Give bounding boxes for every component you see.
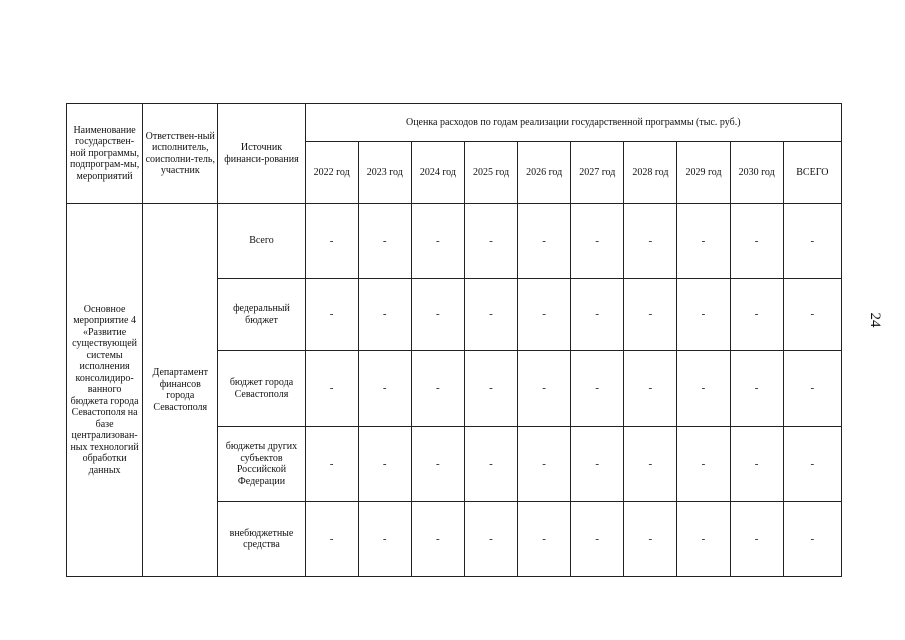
value-cell: - [624,502,677,577]
value-cell: - [305,351,358,427]
value-cell: - [730,427,783,502]
value-cell: - [464,279,517,351]
source-cell: внебюджетные средства [218,502,305,577]
value-cell: - [464,204,517,279]
budget-table [66,103,842,577]
source-cell: федеральный бюджет [218,279,305,351]
value-cell: - [624,279,677,351]
value-cell: - [305,279,358,351]
value-cell: - [677,427,730,502]
program-name-cell: Основное мероприятие 4 «Развитие существующей системы исполнения консолидиро-ванного бюджета города Севастополя на базе централизован-ных технологий обработки данных [67,204,143,577]
header-executor-cell: Ответствен-ный исполнитель, соисполни-тель, участник [143,104,218,204]
value-cell: - [730,279,783,351]
year-header-cell: 2022 год [305,142,358,204]
source-cell: бюджеты других субъектов Российской Федерации [218,427,305,502]
value-cell: - [358,351,411,427]
page-number: 24 [867,312,883,328]
value-cell: - [730,502,783,577]
value-cell: - [518,351,571,427]
source-cell: Всего [218,204,305,279]
value-cell: - [411,427,464,502]
value-cell: - [358,502,411,577]
value-cell: - [677,204,730,279]
value-cell: - [571,204,624,279]
total-header-cell: ВСЕГО [783,142,841,204]
header-program-cell: Наименование государствен-ной программы, подпрограм-мы, мероприятий [67,104,143,204]
total-cell: - [783,204,841,279]
value-cell: - [358,204,411,279]
value-cell: - [305,204,358,279]
value-cell: - [464,427,517,502]
value-cell: - [571,279,624,351]
value-cell: - [624,427,677,502]
value-cell: - [730,351,783,427]
year-header-cell: 2027 год [571,142,624,204]
value-cell: - [518,502,571,577]
value-cell: - [518,204,571,279]
value-cell: - [571,502,624,577]
total-cell: - [783,351,841,427]
value-cell: - [358,427,411,502]
year-header-cell: 2023 год [358,142,411,204]
year-header-cell: 2024 год [411,142,464,204]
executor-cell: Департамент финансов города Севастополя [143,204,218,577]
value-cell: - [305,427,358,502]
source-cell: бюджет города Севастополя [218,351,305,427]
year-header-cell: 2025 год [464,142,517,204]
value-cell: - [677,502,730,577]
year-header-cell: 2030 год [730,142,783,204]
table-row [67,204,842,279]
value-cell: - [411,204,464,279]
year-header-cell: 2026 год [518,142,571,204]
value-cell: - [411,279,464,351]
value-cell: - [358,279,411,351]
header-expense-group: Оценка расходов по годам реализации государственной программы (тыс. руб.) [305,104,841,142]
value-cell: - [730,204,783,279]
value-cell: - [571,351,624,427]
year-header-cell: 2029 год [677,142,730,204]
value-cell: - [571,427,624,502]
value-cell: - [518,427,571,502]
value-cell: - [624,351,677,427]
header-source-cell: Источник финанси-рования [218,104,305,204]
header-row-1 [67,104,842,142]
value-cell: - [624,204,677,279]
value-cell: - [518,279,571,351]
total-cell: - [783,279,841,351]
value-cell: - [464,351,517,427]
value-cell: - [411,502,464,577]
value-cell: - [411,351,464,427]
value-cell: - [677,279,730,351]
year-header-cell: 2028 год [624,142,677,204]
total-cell: - [783,502,841,577]
value-cell: - [305,502,358,577]
value-cell: - [677,351,730,427]
total-cell: - [783,427,841,502]
value-cell: - [464,502,517,577]
